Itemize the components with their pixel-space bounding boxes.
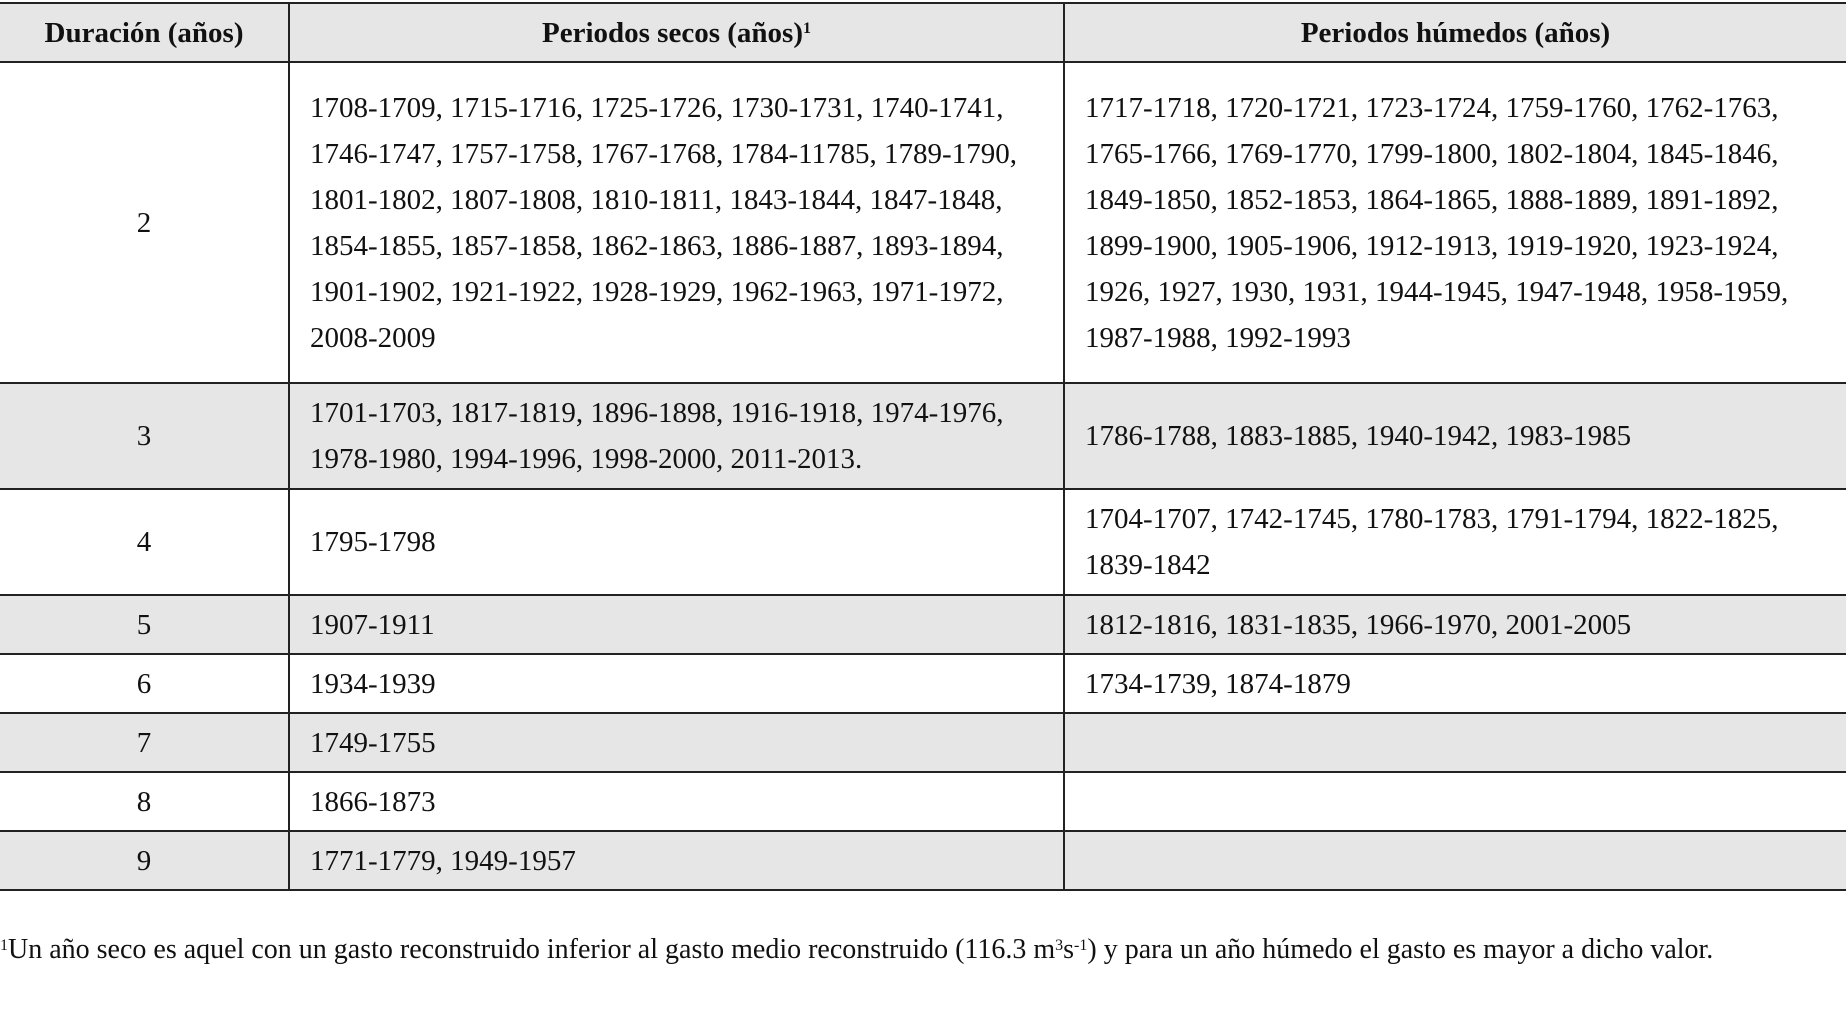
table-row	[0, 383, 1846, 489]
duration-cell: 2	[0, 62, 289, 383]
footnote-text: ) y para un año húmedo el gasto es mayor a dicho valor.	[1087, 934, 1714, 965]
dry-cell: 1866-1873	[289, 772, 1064, 831]
dry-cell: 1795-1798	[289, 489, 1064, 595]
table-row	[0, 595, 1846, 654]
duration-cell: 9	[0, 831, 289, 890]
table-row	[0, 772, 1846, 831]
header-row	[0, 3, 1846, 62]
table-row	[0, 713, 1846, 772]
duration-cell: 6	[0, 654, 289, 713]
wet-cell	[1064, 772, 1846, 831]
dry-cell: 1771-1779, 1949-1957	[289, 831, 1064, 890]
header-dry-periods	[289, 3, 1064, 62]
wet-cell: 1786-1788, 1883-1885, 1940-1942, 1983-1985	[1064, 383, 1846, 489]
superscript: 3	[1055, 937, 1064, 954]
footnote-text: Un año seco es aquel con un gasto reconstruido inferior al gasto medio reconstruido (116.3 m	[8, 934, 1056, 965]
footnote-mark: 1	[802, 19, 811, 37]
header-wet-periods: Periodos húmedos (años)	[1064, 3, 1846, 62]
wet-cell: 1717-1718, 1720-1721, 1723-1724, 1759-1760, 1762-1763, 1765-1766, 1769-1770, 1799-1800, 1802-1804, 1845-1846, 1849-1850, 1852-1853, 1864-1865, 1888-1889, 1891-1892, 1899-1900, 1905-1906, 1912-1913, 1919-1920, 1923-1924, 1926, 1927, 1930, 1931, 1944-1945, 1947-1948, 1958-1959, 1987-1988, 1992-1993	[1064, 62, 1846, 383]
wet-cell: 1734-1739, 1874-1879	[1064, 654, 1846, 713]
footnote-mark: 1	[0, 937, 8, 954]
table-row	[0, 654, 1846, 713]
header-dry-label: Periodos secos (años)	[542, 16, 803, 49]
wet-cell	[1064, 713, 1846, 772]
wet-cell: 1704-1707, 1742-1745, 1780-1783, 1791-1794, 1822-1825, 1839-1842	[1064, 489, 1846, 595]
footnote-text: s	[1063, 934, 1075, 965]
duration-cell: 3	[0, 383, 289, 489]
duration-cell: 4	[0, 489, 289, 595]
dry-cell: 1934-1939	[289, 654, 1064, 713]
duration-cell: 7	[0, 713, 289, 772]
header-duration: Duración (años)	[0, 3, 289, 62]
duration-cell: 8	[0, 772, 289, 831]
dry-cell: 1708-1709, 1715-1716, 1725-1726, 1730-1731, 1740-1741, 1746-1747, 1757-1758, 1767-1768, 1784-11785, 1789-1790, 1801-1802, 1807-1808, 1810-1811, 1843-1844, 1847-1848, 1854-1855, 1857-1858, 1862-1863, 1886-1887, 1893-1894, 1901-1902, 1921-1922, 1928-1929, 1962-1963, 1971-1972, 2008-2009	[289, 62, 1064, 383]
wet-cell: 1812-1816, 1831-1835, 1966-1970, 2001-2005	[1064, 595, 1846, 654]
footnote	[0, 928, 1846, 972]
dry-cell: 1749-1755	[289, 713, 1064, 772]
drought-periods-table	[0, 2, 1846, 891]
wet-cell	[1064, 831, 1846, 890]
table-row	[0, 831, 1846, 890]
table-row	[0, 62, 1846, 383]
duration-cell: 5	[0, 595, 289, 654]
superscript: -1	[1074, 937, 1088, 954]
dry-cell: 1907-1911	[289, 595, 1064, 654]
dry-cell: 1701-1703, 1817-1819, 1896-1898, 1916-1918, 1974-1976, 1978-1980, 1994-1996, 1998-2000, 2011-2013.	[289, 383, 1064, 489]
table-row	[0, 489, 1846, 595]
